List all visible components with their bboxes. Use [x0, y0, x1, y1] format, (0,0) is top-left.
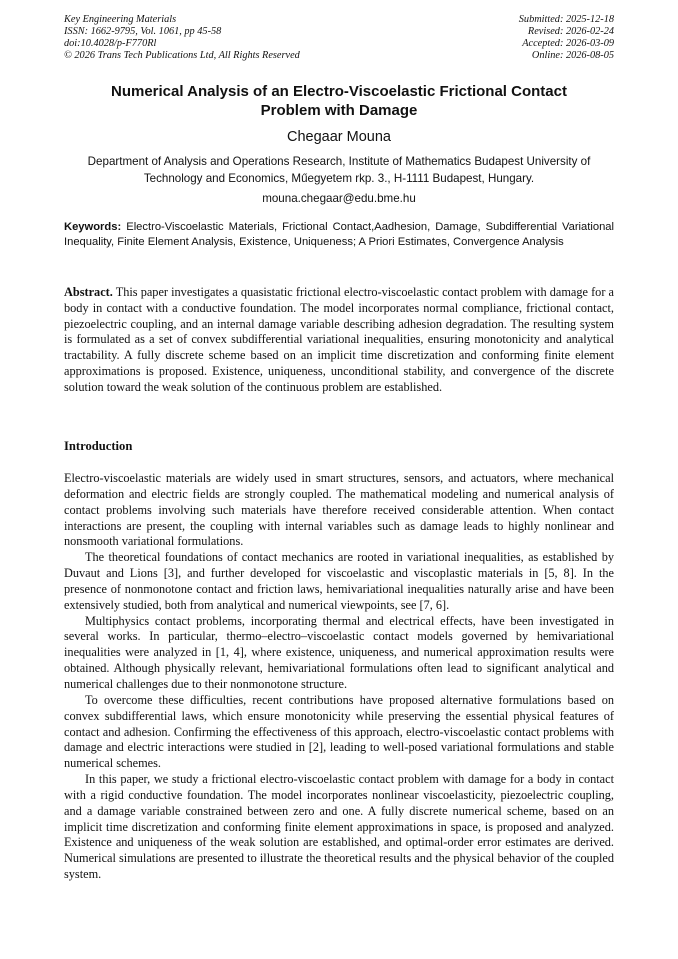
author-name: Chegaar Mouna	[287, 129, 391, 145]
keywords-block	[64, 220, 614, 249]
intro-paragraph: The theoretical foundations of contact mechanics are rooted in variational inequalities, as established by Duvaut and Lions [3], and further developed for viscoelastic and viscoplastic materials in [5, 8]. In the presence of nonmonotone contact and friction laws, hemivariational inequalities naturally arise and have been extensively studied, both from analytical and numerical viewpoints, see [7, 6].	[64, 550, 614, 612]
revised-date: Revised: 2026-02-24	[527, 26, 614, 38]
author-affiliation: Department of Analysis and Operations Research, Institute of Mathematics Budapest University of Technology and Economics, Műegyetem rkp. 3., H-1111 Budapest, Hungary.	[87, 155, 591, 185]
intro-paragraph: Electro-viscoelastic materials are widely used in smart structures, sensors, and actuators, where mechanical deformation and electric fields are strongly coupled. The mathematical modeling and numerical analysis of contact problems involving such materials have therefore received considerable attention. When contact interactions are present, the coupling with internal variables such as damage leads to highly nonlinear and nonsmooth variational formulations.	[64, 471, 614, 549]
online-date: Online: 2026-08-05	[531, 50, 614, 62]
journal-header	[64, 14, 300, 62]
accepted-date: Accepted: 2026-03-09	[522, 38, 614, 50]
intro-paragraph: Multiphysics contact problems, incorporating thermal and electrical effects, have been investigated in several works. In particular, thermo–electro–viscoelastic contact models governed by hemivariational inequalities were analyzed in [1, 4], where existence, uniqueness, and numerical approximation results were obtained. Although physically relevant, hemivariational formulations often lead to significant analytical and numerical challenges due to their nonmonotone structure.	[64, 613, 614, 691]
abstract-block	[64, 285, 614, 396]
intro-paragraph: To overcome these difficulties, recent contributions have proposed alternative formulations based on convex subdifferential laws, which ensure monotonicity while preserving the essential physical features of contact and adhesion. Confirming the effectiveness of this approach, electro-viscoelastic contact problems with damage and electric interactions were studied in [2], leading to well-posed variational formulations and stable numerical schemes.	[64, 692, 614, 771]
abstract-label: Abstract.	[64, 285, 113, 299]
journal-name: Key Engineering Materials	[64, 14, 177, 25]
doi-line: doi:10.4028/p-F770Rl	[64, 38, 157, 50]
keywords-text: Electro-Viscoelastic Materials, Frictional Contact,Aadhesion, Damage, Subdifferential Variational Inequality, Finite Element Analysis, Existence, Uniqueness; A Priori Estimates, Convergence Analysis	[64, 221, 615, 248]
issn-line: ISSN: 1662-9795, Vol. 1061, pp 45-58	[64, 26, 222, 38]
abstract-text: This paper investigates a quasistatic frictional electro-viscoelastic contact problem with damage for a body in contact with a conductive foundation. The model incorporates normal compliance, frictional contact, piezoelectric coupling, and an internal damage variable describing adhesion degradation. The resulting system is formulated as a set of convex subdifferential variational inequalities, ensuring monotonicity and analytical tractability. A fully discrete scheme based on an implicit time discretization and conforming finite element approximations is proposed. Existence, uniqueness, unconditional stability, and convergence of the discrete solution toward the weak solution of the continuous problem are established.	[64, 285, 614, 394]
keywords-label: Keywords:	[64, 221, 122, 233]
author-email[interactable]: mouna.chegaar@edu.bme.hu	[262, 192, 416, 205]
intro-paragraph: In this paper, we study a frictional electro-viscoelastic contact problem with damage for a body in contact with a rigid conductive foundation. The model incorporates nonlinear viscoelasticity, piezoelectric coupling, and a damage variable constrained between zero and one. A fully discrete numerical scheme, based on an implicit time discretization and conforming finite element approximations in space, is proposed and analyzed. Existence and uniqueness of the weak solution are established, and optimal-order error estimates are derived. Numerical simulations are presented to illustrate the theoretical results and the physical behavior of the coupled system.	[64, 772, 614, 882]
paper-title: Numerical Analysis of an Electro-Viscoelastic Frictional Contact Problem with Damage	[111, 83, 567, 119]
submitted-date: Submitted: 2025-12-18	[518, 14, 614, 25]
introduction-body	[64, 471, 614, 883]
copyright-line: © 2026 Trans Tech Publications Ltd, All Rights Reserved	[64, 50, 300, 62]
dates-header	[519, 14, 614, 62]
section-heading-introduction: Introduction	[64, 439, 133, 453]
